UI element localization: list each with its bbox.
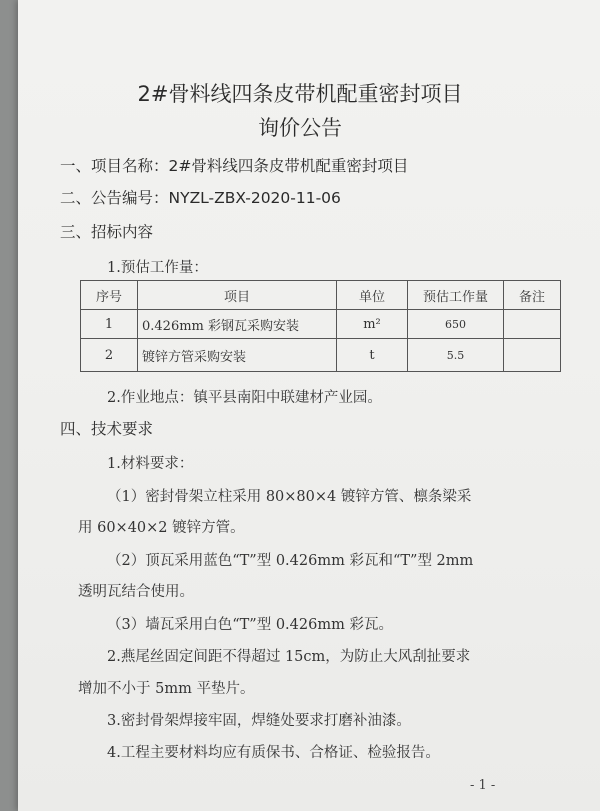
requirement-text: （1）密封骨架立柱采用 80×80×4 镀锌方管、檩条梁采 — [107, 489, 472, 505]
table-row — [81, 310, 561, 339]
table-cell — [504, 339, 561, 372]
table-cell: 5.5 — [408, 339, 504, 372]
table-header-cell: 预估工作量 — [408, 281, 504, 310]
work-location: 2.作业地点：镇平县南阳中联建材产业园。 — [107, 390, 382, 406]
requirement-text: 4.工程主要材料均应有质保书、合格证、检验报告。 — [107, 745, 440, 761]
table-header-cell: 序号 — [81, 281, 138, 310]
section-notice-number: 二、公告编号：NYZL-ZBX-2020-11-06 — [60, 189, 341, 207]
table-header-row — [81, 281, 561, 310]
table-header-cell: 备注 — [504, 281, 561, 310]
table-cell: t — [337, 339, 408, 372]
table-cell: 650 — [408, 310, 504, 339]
material-requirements-label: 1.材料要求： — [107, 456, 194, 472]
table-cell: m² — [337, 310, 408, 339]
table-cell: 镀锌方管采购安装 — [138, 339, 337, 372]
section-tech-requirements: 四、技术要求 — [60, 420, 154, 438]
table-header-cell: 项目 — [138, 281, 337, 310]
table-row — [81, 339, 561, 372]
requirement-text: 2.燕尾丝固定间距不得超过 15cm，为防止大风刮扯要求 — [107, 649, 471, 665]
requirement-text: （3）墙瓦采用白色“T”型 0.426mm 彩瓦。 — [107, 617, 393, 633]
section-project-name: 一、项目名称：2#骨料线四条皮带机配重密封项目 — [60, 157, 409, 175]
workload-table — [80, 280, 561, 372]
requirement-text: 增加不小于 5mm 平垫片。 — [78, 681, 255, 697]
section-bid-content: 三、招标内容 — [60, 223, 154, 241]
workload-label: 1.预估工作量： — [107, 260, 208, 276]
page-number: - 1 - — [470, 778, 496, 793]
table-cell: 0.426mm 彩钢瓦采购安装 — [138, 310, 337, 339]
requirement-text: 透明瓦结合使用。 — [78, 584, 194, 600]
requirement-text: 3.密封骨架焊接牢固，焊缝处要求打磨补油漆。 — [107, 713, 411, 729]
requirement-text: 用 60×40×2 镀锌方管。 — [78, 520, 245, 536]
requirement-text: （2）顶瓦采用蓝色“T”型 0.426mm 彩瓦和“T”型 2mm — [107, 553, 474, 569]
table-cell: 2 — [81, 339, 138, 372]
table-cell — [504, 310, 561, 339]
table-cell: 1 — [81, 310, 138, 339]
table-header-cell: 单位 — [337, 281, 408, 310]
document-subtitle: 询价公告 — [258, 116, 342, 140]
document-title: 2#骨料线四条皮带机配重密封项目 — [137, 82, 463, 106]
